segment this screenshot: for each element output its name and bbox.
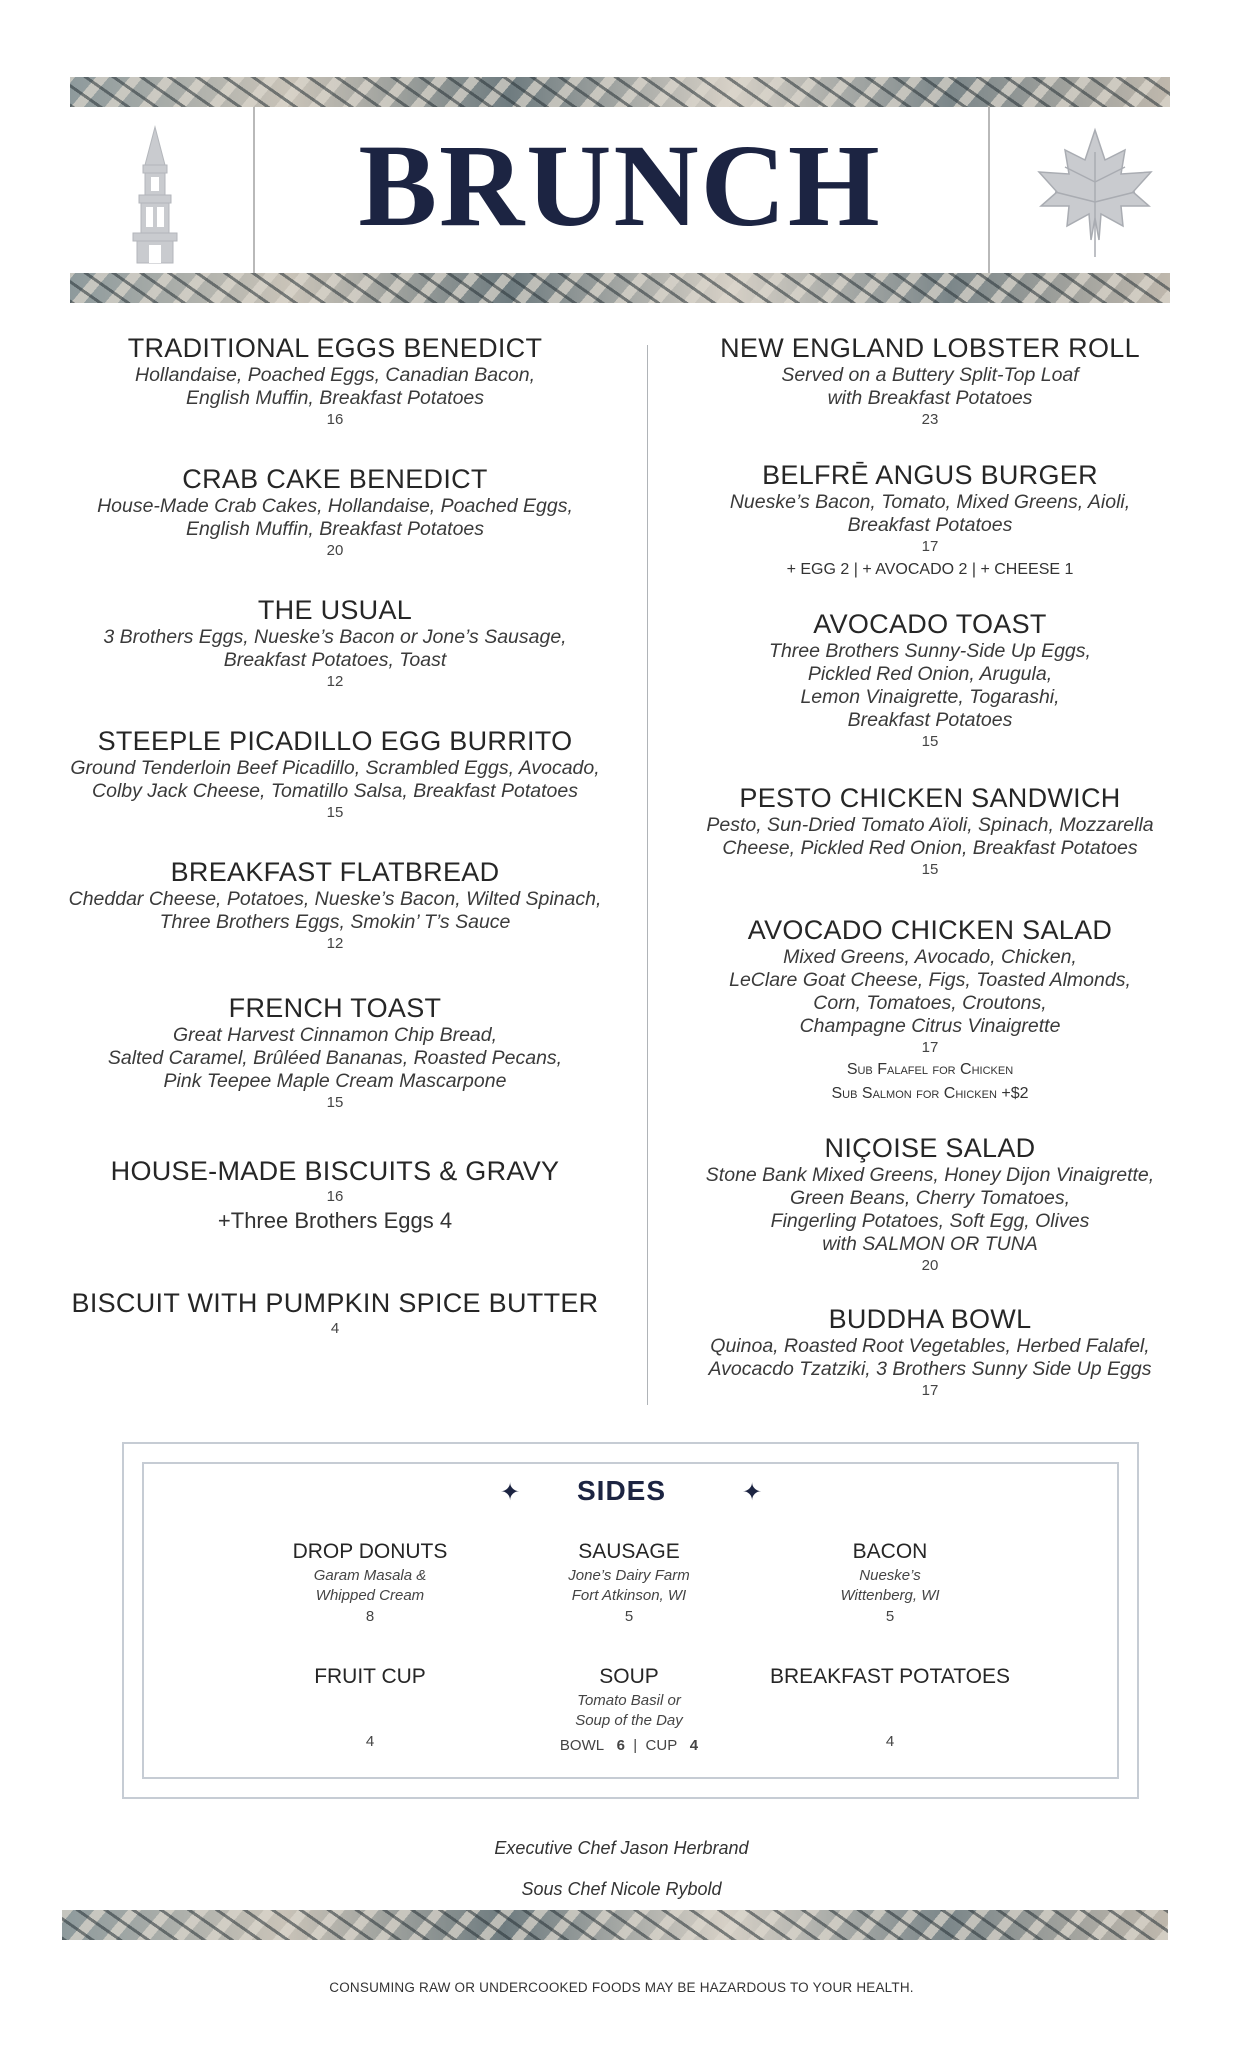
side-item (740, 1538, 1040, 1628)
menu-item (630, 782, 1230, 880)
item-description: Pesto, Sun-Dried Tomato Aïoli, Spinach, Mozzarella (706, 814, 1154, 836)
item-addons: + EGG 2 | + AVOCADO 2 | + CHEESE 1 (786, 561, 1074, 578)
menu-item (35, 463, 635, 561)
item-description: Lemon Vinaigrette, Togarashi, (800, 686, 1060, 708)
menu-item (35, 1155, 635, 1235)
side-price: 4 (365, 1733, 375, 1750)
item-price: 16 (326, 1188, 344, 1205)
item-name: BREAKFAST FLATBREAD (170, 857, 500, 887)
item-name: THE USUAL (257, 595, 413, 625)
side-price: 4 (885, 1733, 895, 1750)
item-description: Cheddar Cheese, Potatoes, Nueske’s Bacon, Wilted Spinach, (68, 888, 602, 910)
item-description: with Breakfast Potatoes (827, 387, 1033, 409)
bowl-label: BOWL (559, 1737, 605, 1754)
side-item (740, 1663, 1040, 1753)
item-description: Pink Teepee Maple Cream Mascarpone (163, 1070, 507, 1092)
item-price: 12 (326, 935, 344, 952)
menu-item (35, 856, 635, 954)
item-price: 20 (326, 542, 344, 559)
item-name: NEW ENGLAND LOBSTER ROLL (720, 333, 1140, 363)
executive-chef: Executive Chef Jason Herbrand (494, 1838, 749, 1858)
item-description: Champagne Citrus Vinaigrette (799, 1015, 1061, 1037)
soup-prices (479, 1735, 779, 1757)
item-description: LeClare Goat Cheese, Figs, Toasted Almonds, (729, 969, 1131, 991)
item-description: English Muffin, Breakfast Potatoes (185, 518, 485, 540)
item-name: BUDDHA BOWL (828, 1304, 1032, 1334)
item-description: Breakfast Potatoes (847, 514, 1013, 536)
item-description: Nueske’s Bacon, Tomato, Mixed Greens, Aioli, (729, 491, 1131, 513)
item-description: Hollandaise, Poached Eggs, Canadian Bacon, (134, 364, 536, 386)
item-price: 15 (921, 861, 939, 878)
item-description: Ground Tenderloin Beef Picadillo, Scrambled Eggs, Avocado, (70, 757, 600, 779)
side-description: Fort Atkinson, WI (571, 1587, 687, 1604)
menu-item (630, 332, 1230, 430)
item-description: House-Made Crab Cakes, Hollandaise, Poached Eggs, (97, 495, 573, 517)
item-description: Corn, Tomatoes, Croutons, (813, 992, 1047, 1014)
side-description: Garam Masala & (313, 1567, 427, 1584)
maple-leaf-icon (1025, 122, 1165, 262)
side-name: DROP DONUTS (292, 1540, 448, 1563)
menu-item (630, 1303, 1230, 1401)
item-name: PESTO CHICKEN SANDWICH (739, 783, 1121, 813)
item-description: Served on a Buttery Split-Top Loaf (781, 364, 1079, 386)
cup-price: 4 (689, 1737, 699, 1754)
side-description: Soup of the Day (575, 1712, 683, 1729)
menu-header (70, 107, 1170, 273)
side-description: Tomato Basil or (577, 1692, 681, 1709)
menu-item (35, 992, 635, 1113)
side-price: 5 (885, 1608, 895, 1625)
item-description: with SALMON OR TUNA (822, 1233, 1038, 1255)
item-name: BISCUIT WITH PUMPKIN SPICE BUTTER (71, 1288, 599, 1318)
side-description: Whipped Cream (315, 1587, 425, 1604)
menu-item (630, 459, 1230, 581)
item-description: Three Brothers Eggs, Smokin’ T’s Sauce (159, 911, 511, 933)
side-description: Nueske’s (859, 1567, 921, 1584)
menu-item (35, 594, 635, 692)
item-price: 17 (921, 1039, 939, 1056)
side-item (220, 1538, 520, 1628)
decorative-foliage-band-middle (70, 273, 1170, 303)
item-price: 12 (326, 673, 344, 690)
item-description: English Muffin, Breakfast Potatoes (185, 387, 485, 409)
item-price: 17 (921, 1382, 939, 1399)
item-description: 3 Brothers Eggs, Nueske’s Bacon or Jone’s Sausage, (103, 626, 567, 648)
item-description: Pickled Red Onion, Arugula, (807, 663, 1053, 685)
item-name: FRENCH TOAST (228, 993, 442, 1023)
sides-title: SIDES (576, 1475, 667, 1506)
menu-item (630, 914, 1230, 1106)
side-name: BACON (852, 1540, 928, 1563)
side-description: Wittenberg, WI (840, 1587, 940, 1604)
side-price: 8 (365, 1608, 375, 1625)
decorative-foliage-band-top (70, 77, 1170, 107)
item-price: 4 (330, 1320, 340, 1337)
side-name: FRUIT CUP (314, 1665, 426, 1688)
item-name: AVOCADO TOAST (813, 609, 1047, 639)
bowl-price: 6 (616, 1737, 625, 1754)
cup-label: CUP (645, 1737, 678, 1754)
item-name: AVOCADO CHICKEN SALAD (747, 915, 1113, 945)
item-description: Great Harvest Cinnamon Chip Bread, (172, 1024, 498, 1046)
item-description: Cheese, Pickled Red Onion, Breakfast Potatoes (722, 837, 1138, 859)
star-icon: ✦ (500, 1479, 521, 1506)
item-description: Breakfast Potatoes, Toast (223, 649, 447, 671)
item-price: 23 (921, 411, 939, 428)
menu-item (630, 1132, 1230, 1276)
item-name: NIÇOISE SALAD (824, 1133, 1036, 1163)
item-price: 15 (326, 1094, 344, 1111)
item-description: Mixed Greens, Avocado, Chicken, (783, 946, 1077, 968)
item-name: BELFRĒ ANGUS BURGER (762, 460, 1098, 490)
item-description: Avocacdo Tzatziki, 3 Brothers Sunny Side Up Eggs (708, 1358, 1152, 1380)
item-substitution: Sub Falafel for Chicken (846, 1061, 1014, 1078)
side-item (479, 1538, 779, 1628)
item-description: Quinoa, Roasted Root Vegetables, Herbed Falafel, (710, 1335, 1150, 1357)
item-description: Salted Caramel, Brûléed Bananas, Roasted Pecans, (107, 1047, 563, 1069)
item-description: Three Brothers Sunny-Side Up Eggs, (769, 640, 1091, 662)
item-description: Green Beans, Cherry Tomatoes, (790, 1187, 1070, 1209)
star-icon: ✦ (742, 1479, 763, 1506)
item-name: STEEPLE PICADILLO EGG BURRITO (97, 726, 573, 756)
item-name: CRAB CAKE BENEDICT (182, 464, 488, 494)
item-price: 15 (326, 804, 344, 821)
side-name: SAUSAGE (578, 1540, 680, 1563)
sous-chef: Sous Chef Nicole Rybold (521, 1879, 722, 1899)
side-price: 5 (624, 1608, 634, 1625)
menu-item (35, 332, 635, 430)
menu-item (35, 725, 635, 823)
item-price: 15 (921, 733, 939, 750)
decorative-foliage-band-bottom (62, 1910, 1168, 1940)
menu-item (35, 1287, 635, 1339)
side-description: Jone’s Dairy Farm (568, 1567, 690, 1584)
item-price: 16 (326, 411, 344, 428)
page-title: BRUNCH (358, 120, 882, 251)
item-name: HOUSE-MADE BISCUITS & GRAVY (110, 1156, 560, 1186)
price-separator: | (633, 1737, 638, 1754)
item-name: TRADITIONAL EGGS BENEDICT (127, 333, 543, 363)
item-price: 20 (921, 1257, 939, 1274)
item-description: Stone Bank Mixed Greens, Honey Dijon Vinaigrette, (705, 1164, 1155, 1186)
item-description: Fingerling Potatoes, Soft Egg, Olives (770, 1210, 1090, 1232)
menu-item (630, 608, 1230, 752)
item-substitution: Sub Salmon for Chicken +$2 (831, 1085, 1029, 1102)
health-disclaimer: CONSUMING RAW OR UNDERCOOKED FOODS MAY BE HAZARDOUS TO YOUR HEALTH. (329, 1980, 914, 1995)
item-price: 17 (921, 538, 939, 555)
item-description: Breakfast Potatoes (847, 709, 1013, 731)
item-addon: +Three Brothers Eggs 4 (217, 1208, 453, 1233)
side-name: SOUP (599, 1665, 659, 1688)
side-item (479, 1663, 779, 1757)
side-name: BREAKFAST POTATOES (769, 1665, 1010, 1688)
side-item (220, 1663, 520, 1753)
item-description: Colby Jack Cheese, Tomatillo Salsa, Breakfast Potatoes (92, 780, 578, 802)
